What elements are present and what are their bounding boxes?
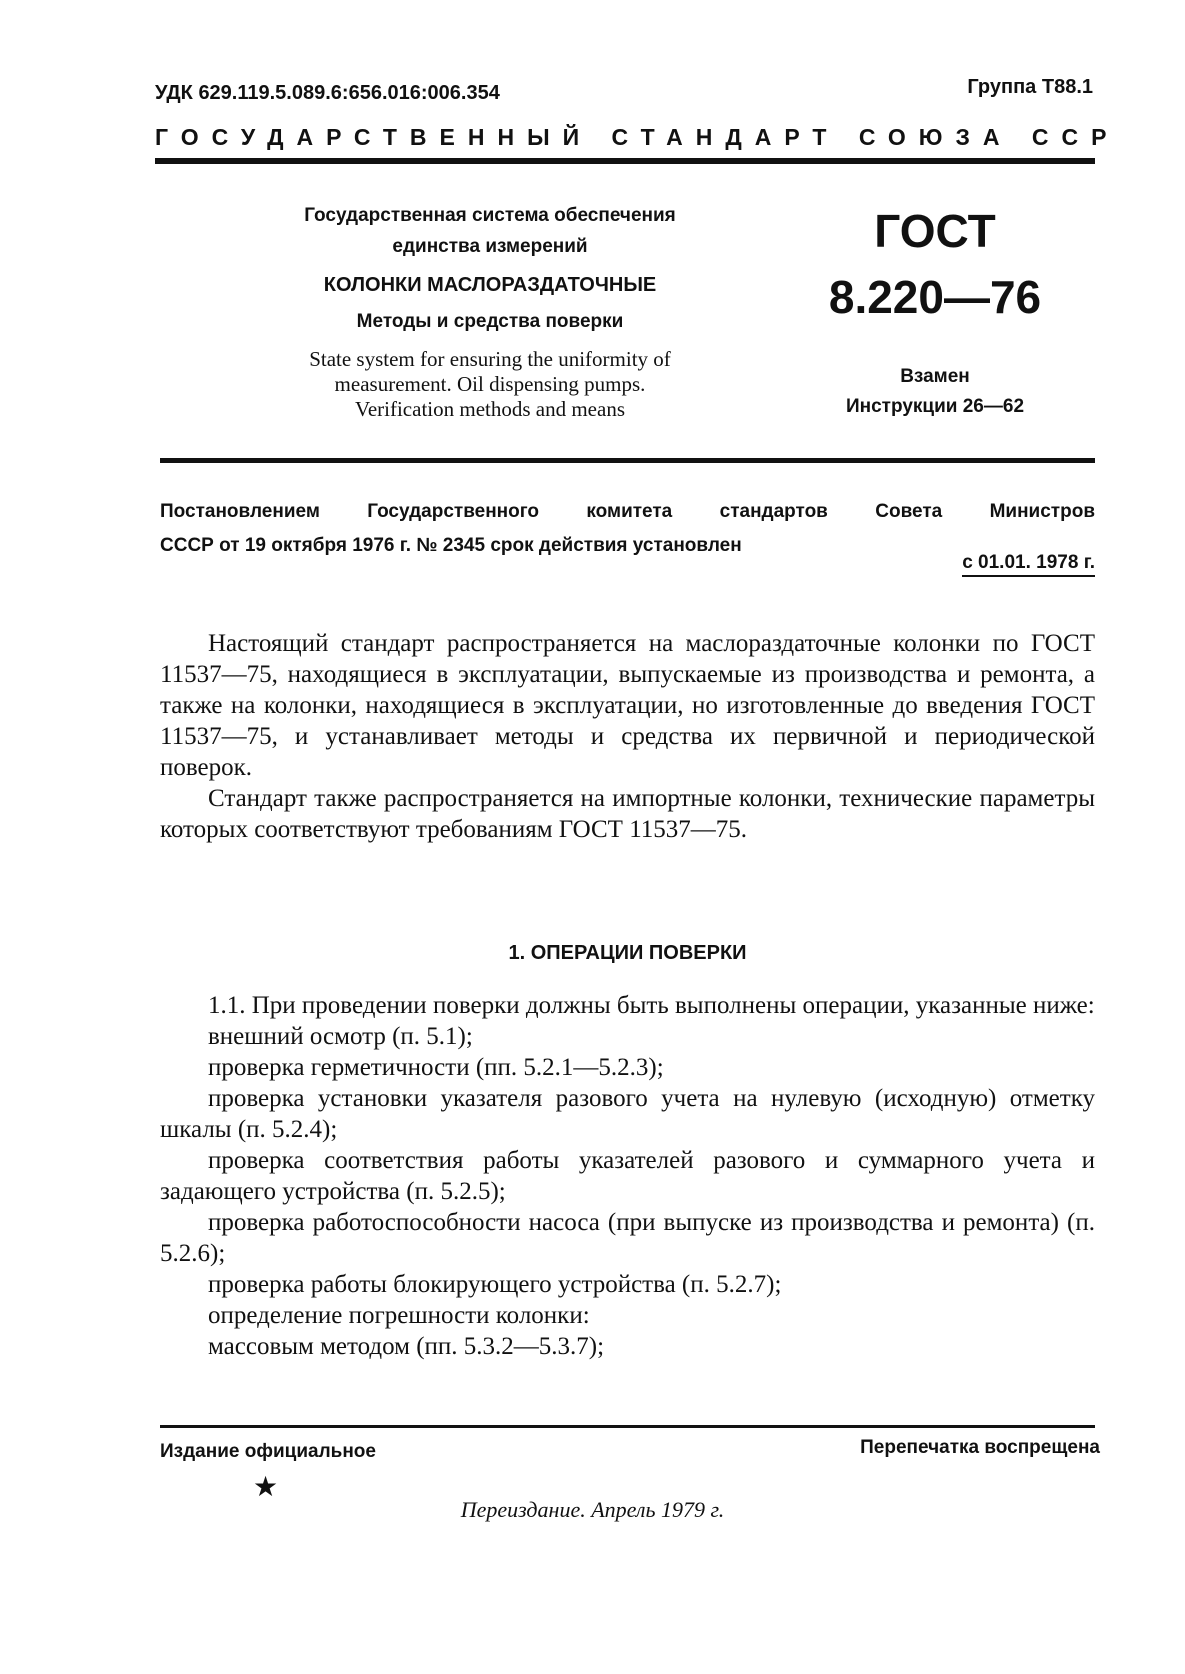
gost-number: 8.220—76	[828, 271, 1042, 323]
operation-item: проверка работы блокирующего устройства (п. 5.2.7);	[208, 1271, 782, 1298]
replaces-label: Взамен	[900, 366, 970, 387]
document-title: КОЛОНКИ МАСЛОРАЗДАТОЧНЫЕ	[323, 274, 657, 296]
operation-item: массовым методом (пп. 5.3.2—5.3.7);	[208, 1333, 605, 1360]
official-edition: Издание официальное	[160, 1441, 376, 1462]
decree-line-2: СССР от 19 октября 1976 г. № 2345 срок действия установлен	[160, 535, 742, 556]
middle-rule	[160, 458, 1095, 463]
operation-item: проверка соответствия работы указателей разового и суммарного учета и задающего устройства (п. 5.2.5);	[160, 1147, 1095, 1205]
operation-item: проверка герметичности (пп. 5.2.1—5.2.3);	[208, 1054, 664, 1081]
operation-item: внешний осмотр (п. 5.1);	[208, 1023, 473, 1050]
operations-lead: 1.1. При проведении поверки должны быть выполнены операции, указанные ниже:	[208, 992, 1095, 1019]
replaces-block	[820, 362, 1050, 422]
gost-label: ГОСТ	[874, 205, 996, 257]
operation-item: проверка работоспособности насоса (при выпуске из производства и ремонта) (п. 5.2.6);	[160, 1209, 1095, 1267]
intro-paragraph-1: Настоящий стандарт распространяется на маслораздаточные колонки по ГОСТ 11537—75, находящиеся в эксплуатации, выпускаемые из производства и ремонта, а также на колонки, находящиеся в эксплуатации, но изготовленные до введения ГОСТ 11537—75, и устанавливает методы и средства их первичной и периодической поверок.	[160, 630, 1095, 781]
state-standard-banner: ГОСУДАРСТВЕННЫЙ СТАНДАРТ СОЮЗА ССР	[155, 124, 1120, 150]
reprint-prohibited: Перепечатка воспрещена	[860, 1437, 1100, 1458]
system-line-1: Государственная система обеспечения	[304, 205, 676, 226]
operations-list	[160, 990, 1095, 1362]
effective-date: с 01.01. 1978 г.	[962, 552, 1095, 577]
intro-paragraph-2: Стандарт также распространяется на импортные колонки, технические параметры которых соответствуют требованиям ГОСТ 11537—75.	[160, 785, 1095, 843]
english-title	[220, 347, 760, 422]
system-line-2: единства измерений	[392, 236, 588, 257]
group-code: Группа Т88.1	[967, 76, 1093, 98]
english-line-2: measurement. Oil dispensing pumps.	[334, 372, 646, 396]
reissue-note: Переиздание. Апрель 1979 г.	[460, 1497, 725, 1522]
bottom-rule	[160, 1425, 1095, 1428]
star-icon: ★	[253, 1472, 279, 1503]
intro-text	[160, 628, 1095, 845]
operation-item: определение погрешности колонки:	[208, 1302, 590, 1329]
english-line-3: Verification methods and means	[354, 397, 625, 421]
decree-line-1: Постановлением Государственного комитета стандартов Совета Министров	[160, 501, 1095, 522]
gost-designation	[820, 198, 1050, 330]
decree	[160, 495, 1095, 563]
english-line-1: State system for ensuring the uniformity of	[309, 347, 671, 371]
document-subtitle: Методы и средства поверки	[356, 311, 624, 332]
operation-item: проверка установки указателя разового учета на нулевую (исходную) отметку шкалы (п. 5.2.4);	[160, 1085, 1095, 1143]
section-1-heading: 1. ОПЕРАЦИИ ПОВЕРКИ	[508, 942, 747, 964]
title-block	[220, 200, 760, 422]
udk-code: УДК 629.119.5.089.6:656.016:006.354	[155, 82, 500, 104]
replaces-document: Инструкции 26—62	[845, 396, 1025, 417]
top-rule	[155, 158, 1095, 164]
